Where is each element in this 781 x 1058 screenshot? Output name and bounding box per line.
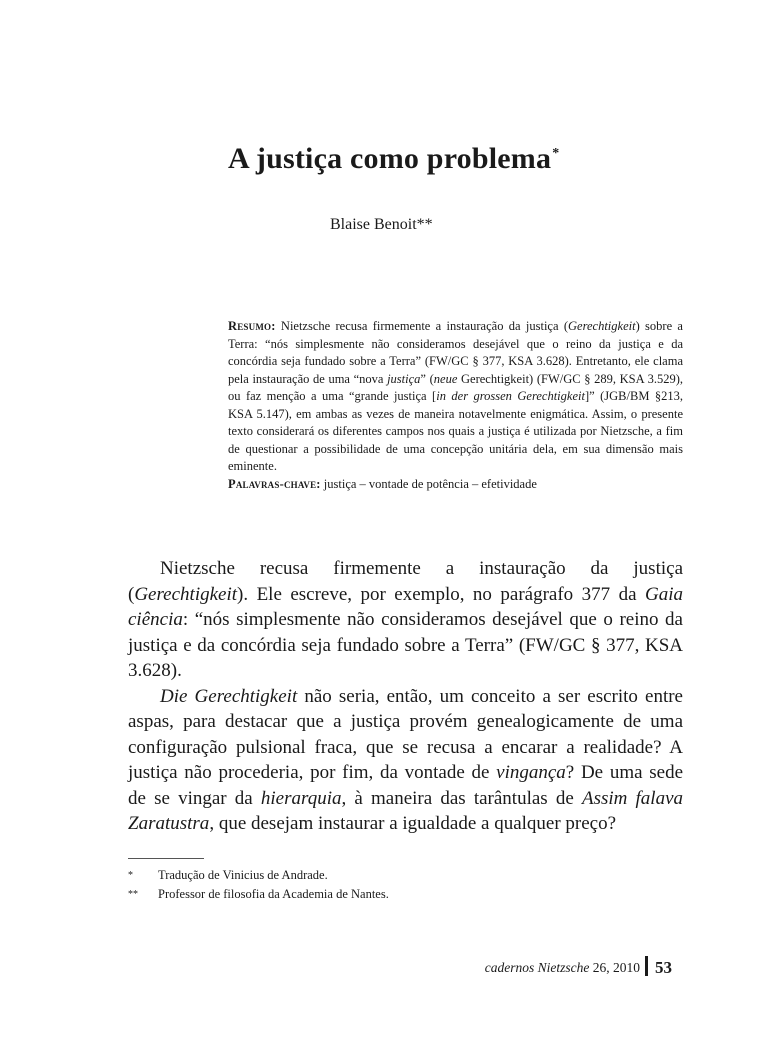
body-italic: Gerechtigkeit <box>134 583 238 605</box>
body-italic: Die Gerechtigkeit <box>160 685 298 707</box>
footnote <box>128 866 588 885</box>
journal-issue: 26, 2010 <box>589 960 640 975</box>
footnote-text: Tradução de Vinicius de Andrade. <box>158 868 328 882</box>
abstract-italic: in der grossen Gerechtigkeit <box>436 389 585 403</box>
footnote <box>128 885 588 904</box>
footnote-mark: ** <box>128 889 138 900</box>
abstract-text: ) sobre a Terra: “nós simplesmente não consideramos desejável que o reino da justiça e da concórdia seja fundado sobre a Terra” (FW/GC § 377, KSA 3.628). Entretanto, ele clama pela instauração de uma “nova <box>228 319 683 386</box>
footnotes <box>128 866 588 904</box>
body-text <box>128 556 683 837</box>
abstract-italic: neue <box>433 371 458 386</box>
body-text-span: , que desejam instaurar a igualdade a qualquer preço? <box>209 813 617 834</box>
abstract <box>228 318 683 493</box>
abstract-paragraph <box>228 318 683 476</box>
keywords-text: justiça – vontade de potência – efetividade <box>320 476 537 491</box>
body-paragraph-2 <box>128 684 683 837</box>
abstract-italic: Gerechtigkeit <box>568 319 636 333</box>
body-italic: Assim falava Zaratustra <box>128 787 684 834</box>
footnote-text: Professor de filosofia da Academia de Nantes. <box>158 887 389 901</box>
journal-citation <box>440 960 640 976</box>
body-text-span: ). Ele escreve, por exemplo, no parágrafo 377 da <box>237 583 645 605</box>
abstract-italic: justiça <box>387 371 421 386</box>
title-text: A justiça como problema <box>228 142 552 175</box>
abstract-text: ” ( <box>420 371 434 386</box>
body-text-span: , à maneira das tarântulas de <box>341 787 582 809</box>
abstract-text: ]” (JGB/BM §213, KSA 5.147), em ambas as vezes de maneira notavelmente enigmática. Assim, o presente texto considerará os diferentes campos nos quais a justiça é utilizada por Nietzsche, a fim de questionar a possibilidade de uma concepção unitária dela, em sua dimensão mais eminente. <box>228 389 684 473</box>
footnote-mark: * <box>128 870 133 881</box>
author-name: Blaise Benoit** <box>330 216 433 233</box>
body-text-span: Nietzsche recusa firmemente a instauração da justiça ( <box>128 558 683 605</box>
keywords-line <box>228 476 683 494</box>
body-text-span: : “nós simplesmente não consideramos desejável que o reino da justiça e da concórdia seja fundado sobre a Terra” (FW/GC § 377, KSA 3.628). <box>128 609 683 681</box>
body-italic: hierarquia <box>260 787 342 809</box>
keywords-label: Palavras-chave: <box>228 476 321 491</box>
page-number: 53 <box>655 958 672 977</box>
article-title <box>228 142 688 176</box>
abstract-text: Gerechtigkeit) (FW/GC § 289, KSA 3.529), ou faz menção a uma “grande justiça [ <box>228 371 683 403</box>
body-italic: vingança <box>496 762 566 783</box>
body-italic: Gaia ciência <box>128 583 683 630</box>
body-text-span: ? De uma sede de se vingar da <box>128 762 683 809</box>
body-text-span: não seria, então, um conceito a ser escrito entre aspas, para destacar que a justiça provém genealogicamente de uma configuração pulsional fraca, que se recusa a encarar a realidade? A justiça não procederia, por fim, da vontade de <box>128 685 683 783</box>
abstract-label: Resumo: <box>228 319 276 333</box>
body-paragraph-1 <box>128 556 683 684</box>
abstract-text: Nietzsche recusa firmemente a instauração da justiça ( <box>275 319 568 333</box>
title-footnote-mark: * <box>552 146 560 161</box>
footer-separator <box>645 956 648 976</box>
journal-name: cadernos Nietzsche <box>484 960 590 975</box>
footnote-divider <box>128 858 204 859</box>
